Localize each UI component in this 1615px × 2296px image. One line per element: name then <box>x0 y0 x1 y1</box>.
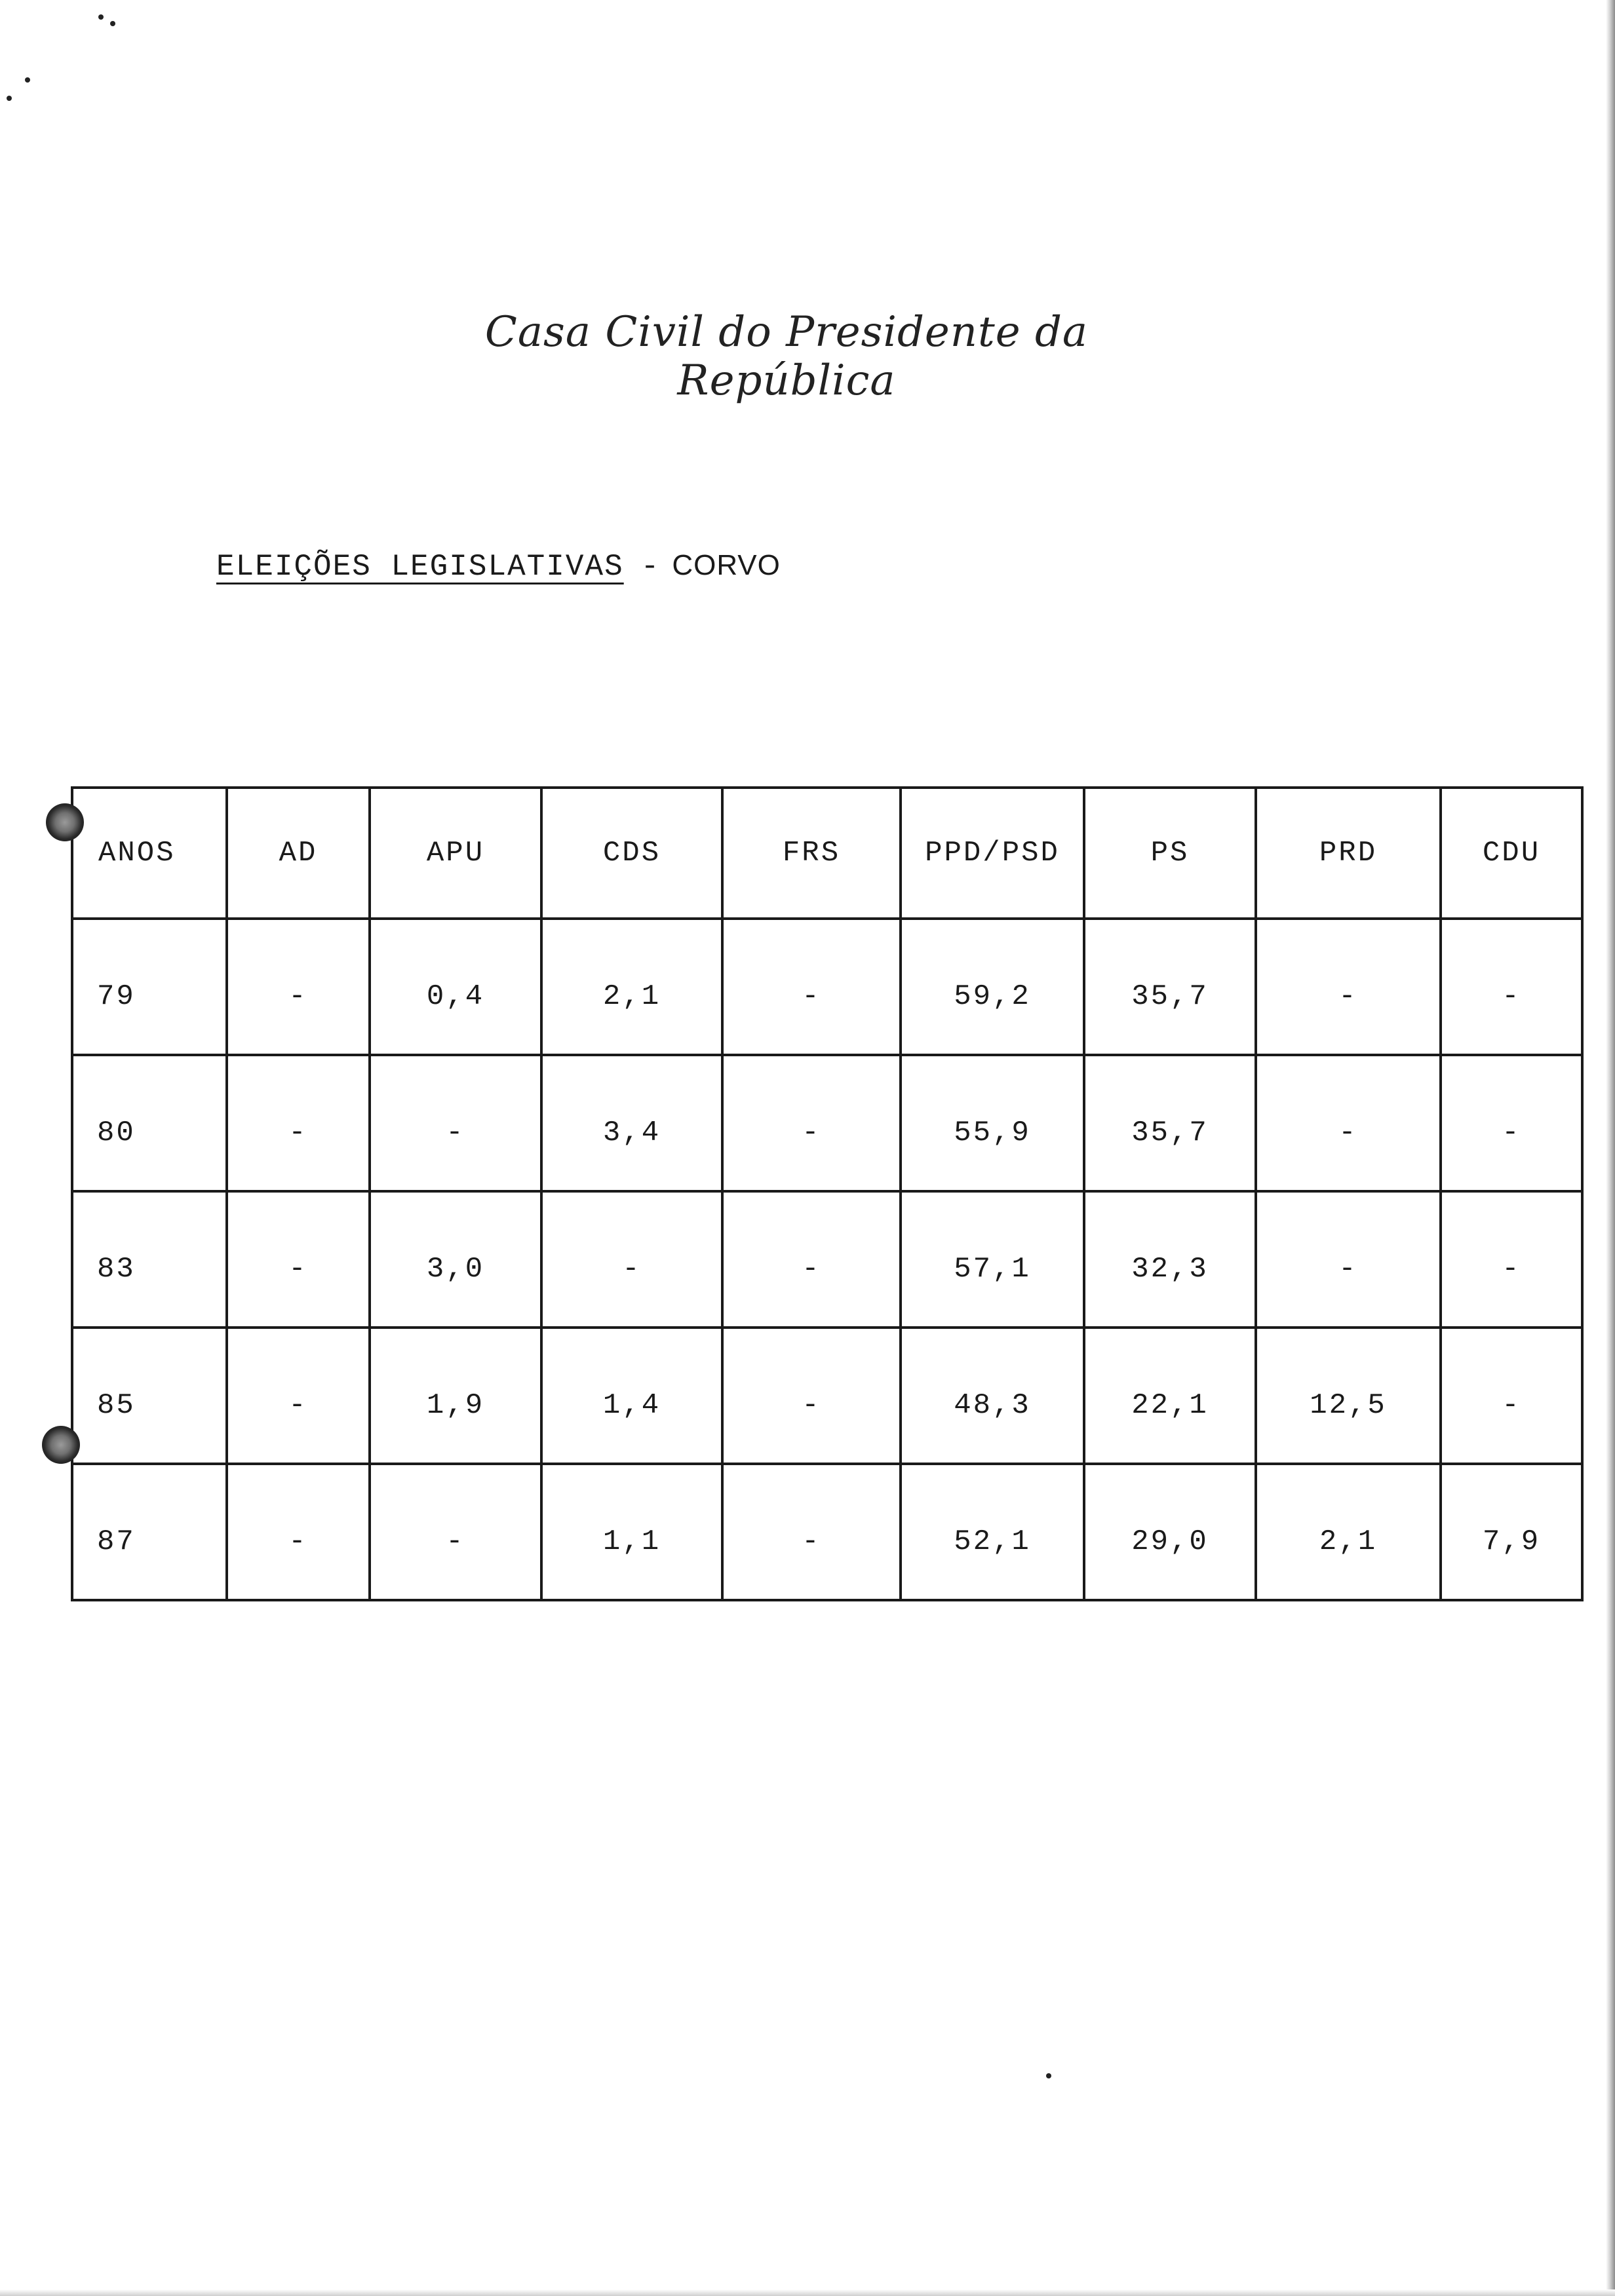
year-cell: 80 <box>72 1055 227 1191</box>
table-cell: 48,3 <box>901 1328 1084 1464</box>
table-cell: 32,3 <box>1084 1191 1256 1328</box>
header-cell: PS <box>1084 788 1256 919</box>
year-cell: 87 <box>72 1464 227 1600</box>
table-cell: 2,1 <box>541 919 722 1055</box>
year-cell: 83 <box>72 1191 227 1328</box>
document-heading <box>216 549 781 584</box>
year-cell: 85 <box>72 1328 227 1464</box>
scan-speck <box>25 77 30 83</box>
table-cell: - <box>227 1191 370 1328</box>
scan-speck <box>7 96 12 101</box>
header-cell: APU <box>370 788 541 919</box>
table-cell: 35,7 <box>1084 919 1256 1055</box>
table-cell: - <box>722 1464 901 1600</box>
table-row <box>72 919 1582 1055</box>
scan-speck <box>98 14 104 20</box>
header-cell: PPD/PSD <box>901 788 1084 919</box>
table-cell: 3,4 <box>541 1055 722 1191</box>
table-cell: 7,9 <box>1441 1464 1582 1600</box>
table-cell: 57,1 <box>901 1191 1084 1328</box>
table-cell: - <box>1441 919 1582 1055</box>
table-cell: 12,5 <box>1256 1328 1441 1464</box>
scan-edge-bottom <box>0 2289 1615 2296</box>
table-cell: - <box>541 1191 722 1328</box>
table-cell: - <box>1441 1055 1582 1191</box>
table-cell: - <box>1256 1191 1441 1328</box>
table-cell: 2,1 <box>1256 1464 1441 1600</box>
scan-speck <box>1046 2073 1051 2078</box>
heading-separator: - <box>640 550 661 584</box>
heading-place: CORVO <box>672 549 781 581</box>
punch-hole-top <box>46 803 84 841</box>
table-row <box>72 1328 1582 1464</box>
table-cell: - <box>227 1055 370 1191</box>
scan-edge-right <box>1606 0 1615 2296</box>
punch-hole-bottom <box>42 1426 80 1464</box>
table-cell: - <box>370 1464 541 1600</box>
table-cell: - <box>227 1464 370 1600</box>
table-cell: - <box>722 1055 901 1191</box>
election-results-table <box>71 786 1584 1601</box>
table-row <box>72 1055 1582 1191</box>
table-header-row <box>72 788 1582 919</box>
table-cell: 55,9 <box>901 1055 1084 1191</box>
header-cell: FRS <box>722 788 901 919</box>
table-cell: - <box>1441 1191 1582 1328</box>
table-cell: 3,0 <box>370 1191 541 1328</box>
table-cell: - <box>1256 1055 1441 1191</box>
table-cell: - <box>1256 919 1441 1055</box>
header-cell: AD <box>227 788 370 919</box>
table-cell: - <box>722 1191 901 1328</box>
table-row <box>72 1464 1582 1600</box>
header-cell: CDS <box>541 788 722 919</box>
table-cell: 22,1 <box>1084 1328 1256 1464</box>
table-cell: - <box>370 1055 541 1191</box>
table-cell: 0,4 <box>370 919 541 1055</box>
table-cell: - <box>722 1328 901 1464</box>
table-cell: - <box>722 919 901 1055</box>
heading-title: ELEIÇÕES LEGISLATIVAS <box>216 550 624 584</box>
year-cell: 79 <box>72 919 227 1055</box>
table-cell: - <box>227 919 370 1055</box>
header-cell: CDU <box>1441 788 1582 919</box>
table-cell: 59,2 <box>901 919 1084 1055</box>
header-cell: PRD <box>1256 788 1441 919</box>
table-cell: 52,1 <box>901 1464 1084 1600</box>
table-cell: 1,4 <box>541 1328 722 1464</box>
table-cell: 35,7 <box>1084 1055 1256 1191</box>
header-cell: ANOS <box>72 788 227 919</box>
table-cell: - <box>1441 1328 1582 1464</box>
table-cell: 1,9 <box>370 1328 541 1464</box>
table-cell: 29,0 <box>1084 1464 1256 1600</box>
table-cell: 1,1 <box>541 1464 722 1600</box>
table-cell: - <box>227 1328 370 1464</box>
letterhead: Casa Civil do Presidente da República <box>484 308 1089 405</box>
table-row <box>72 1191 1582 1328</box>
scan-speck <box>110 21 115 26</box>
